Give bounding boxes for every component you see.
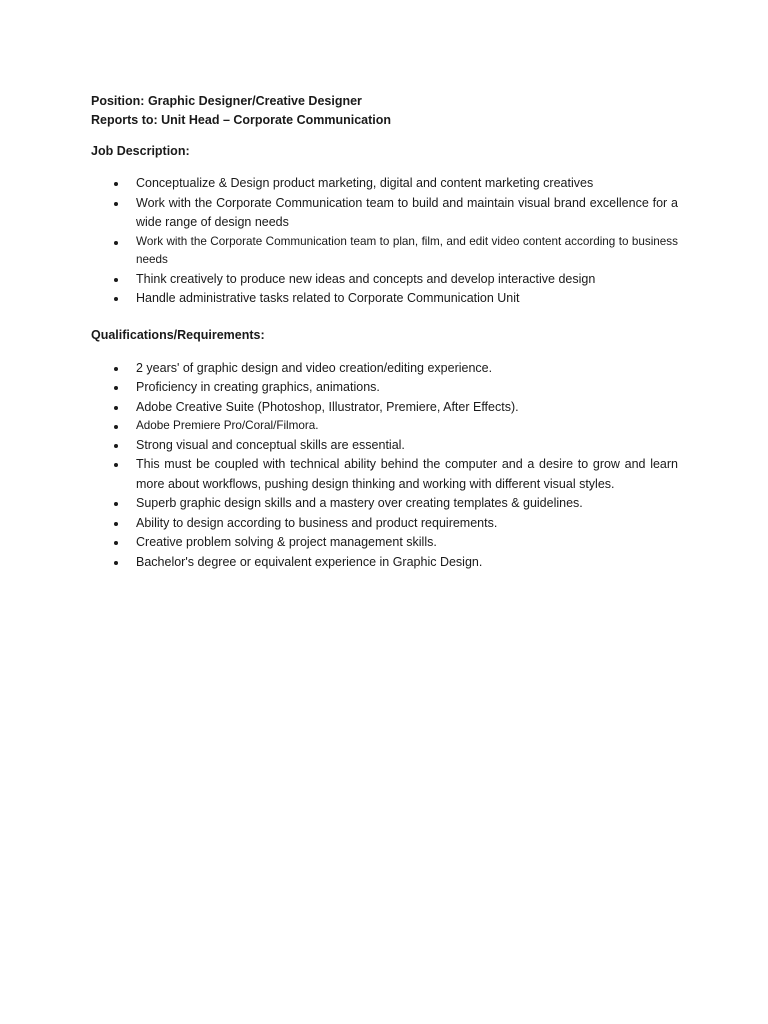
list-item: [91, 553, 678, 573]
bullet-icon: [114, 502, 118, 506]
list-item: [91, 514, 678, 534]
list-item-text: 2 years' of graphic design and video creation/editing experience.: [136, 360, 493, 375]
list-item-text: This must be coupled with technical ability behind the computer and a desire to grow and learn more about workflows, pushing design thinking and working with different visual styles.: [136, 457, 678, 491]
job-description-heading: Job Description:: [91, 144, 190, 158]
bullet-icon: [114, 425, 118, 429]
bullet-icon: [114, 182, 118, 186]
list-item-text: Conceptualize & Design product marketing, digital and content marketing creatives: [136, 176, 594, 190]
bullet-icon: [114, 297, 118, 301]
bullet-icon: [114, 367, 118, 371]
list-item: [91, 455, 678, 494]
list-item: [91, 233, 678, 270]
bullet-icon: [114, 522, 118, 526]
bullet-icon: [114, 202, 118, 206]
bullet-icon: [114, 278, 118, 282]
list-item-text: Strong visual and conceptual skills are essential.: [136, 437, 405, 452]
bullet-icon: [114, 541, 118, 545]
qualifications-list: [91, 359, 678, 573]
list-item-text: Handle administrative tasks related to Corporate Communication Unit: [136, 291, 520, 305]
list-item-text: Work with the Corporate Communication team to build and maintain visual brand excellence for a wide range of design needs: [136, 195, 678, 229]
list-item: [91, 378, 678, 398]
list-item: [91, 174, 678, 194]
bullet-icon: [114, 561, 118, 565]
list-item: [91, 194, 678, 233]
list-item-text: Work with the Corporate Communication team to plan, film, and edit video content according to business needs: [136, 234, 678, 266]
position-title: Position: Graphic Designer/Creative Designer: [91, 94, 362, 108]
list-item: [91, 359, 678, 379]
list-item-text: Bachelor's degree or equivalent experience in Graphic Design.: [136, 554, 483, 569]
list-item-text: Superb graphic design skills and a mastery over creating templates & guidelines.: [136, 496, 583, 510]
list-item-text: Proficiency in creating graphics, animations.: [136, 380, 380, 394]
list-item-text: Adobe Creative Suite (Photoshop, Illustrator, Premiere, After Effects).: [136, 399, 519, 414]
list-item: [91, 398, 678, 418]
list-item: [91, 436, 678, 456]
list-item: [91, 270, 678, 290]
bullet-icon: [114, 406, 118, 410]
bullet-icon: [114, 444, 118, 448]
list-item: [91, 533, 678, 553]
bullet-icon: [114, 241, 118, 245]
qualifications-heading: Qualifications/Requirements:: [91, 327, 265, 342]
list-item-text: Creative problem solving & project management skills.: [136, 535, 437, 549]
list-item: [91, 289, 678, 309]
job-description-list: [91, 174, 678, 309]
bullet-icon: [114, 386, 118, 390]
reports-to-line: Reports to: Unit Head – Corporate Communication: [91, 113, 392, 127]
list-item-text: Adobe Premiere Pro/Coral/Filmora.: [136, 419, 319, 432]
list-item-text: Ability to design according to business and product requirements.: [136, 515, 498, 530]
list-item-text: Think creatively to produce new ideas and concepts and develop interactive design: [136, 271, 596, 286]
document-page: [91, 92, 678, 572]
list-item: [91, 494, 678, 514]
bullet-icon: [114, 463, 118, 467]
list-item: [91, 417, 678, 436]
